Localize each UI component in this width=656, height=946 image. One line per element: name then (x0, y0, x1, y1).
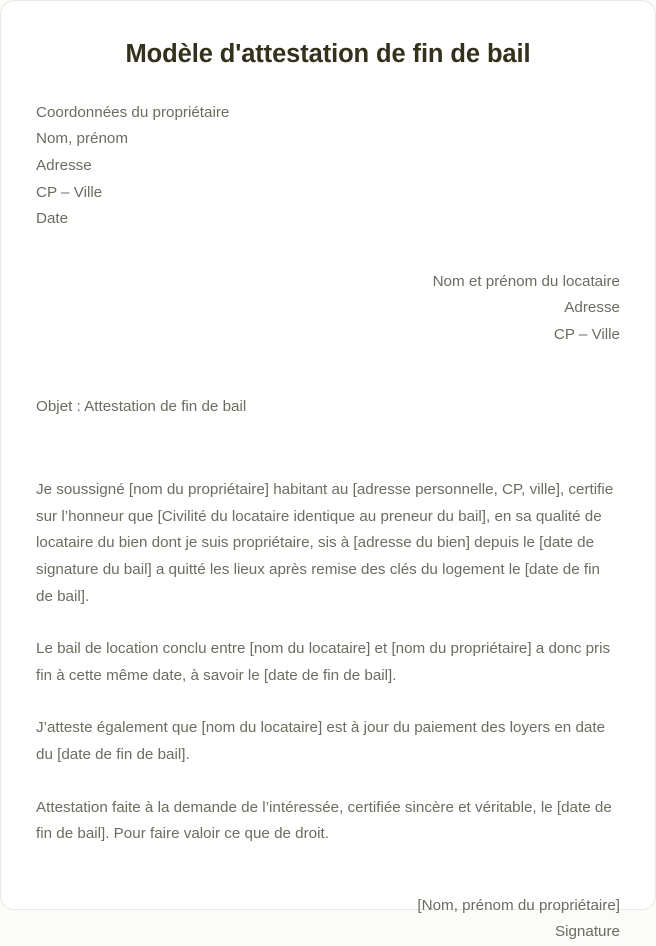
sender-line: CP – Ville (36, 183, 103, 201)
sender-line: Adresse (36, 157, 92, 175)
body-paragraph: J’atteste également que [nom du locataire] est à jour du paiement des loyers en date du [date de fin de bail]. (36, 719, 606, 763)
sender-line: Coordonnées du propriétaire (36, 103, 230, 121)
page-title: Modèle d'attestation de fin de bail (125, 40, 531, 68)
body-paragraph: Je soussigné [nom du propriétaire] habitant au [adresse personnelle, CP, ville], certifie sur l’honneur que [Civilité du locataire identique au preneur du bail], en sa qualité de locataire du bien dont je suis propriétaire, sis à [adresse du bien] depuis le [date de signature du bail] a quitté les lieux après remise des clés du logement le [date de fin de bail]. (36, 481, 614, 605)
recipient-line: CP – Ville (553, 326, 620, 344)
subject-block (36, 394, 620, 421)
sender-address-block (36, 100, 620, 233)
sender-line: Date (36, 210, 69, 228)
recipient-address-block (36, 269, 620, 349)
recipient-line: Adresse (564, 299, 620, 317)
signature-name-line: [Nom, prénom du propriétaire] (417, 896, 620, 914)
letter-body (36, 477, 620, 848)
body-paragraph: Attestation faite à la demande de l’intéressée, certifiée sincère et véritable, le [date de fin de bail]. Pour faire valoir ce que de droit. (36, 798, 612, 843)
sender-line: Nom, prénom (36, 130, 129, 148)
signature-label: Signature (554, 923, 620, 941)
body-paragraph: Le bail de location conclu entre [nom du locataire] et [nom du propriétaire] a donc pris fin à cette même date, à savoir le [date de fin de bail]. (36, 640, 611, 684)
subject-line: Objet : Attestation de fin de bail (36, 397, 247, 415)
recipient-line: Nom et prénom du locataire (432, 272, 620, 290)
signature-block (36, 893, 620, 946)
